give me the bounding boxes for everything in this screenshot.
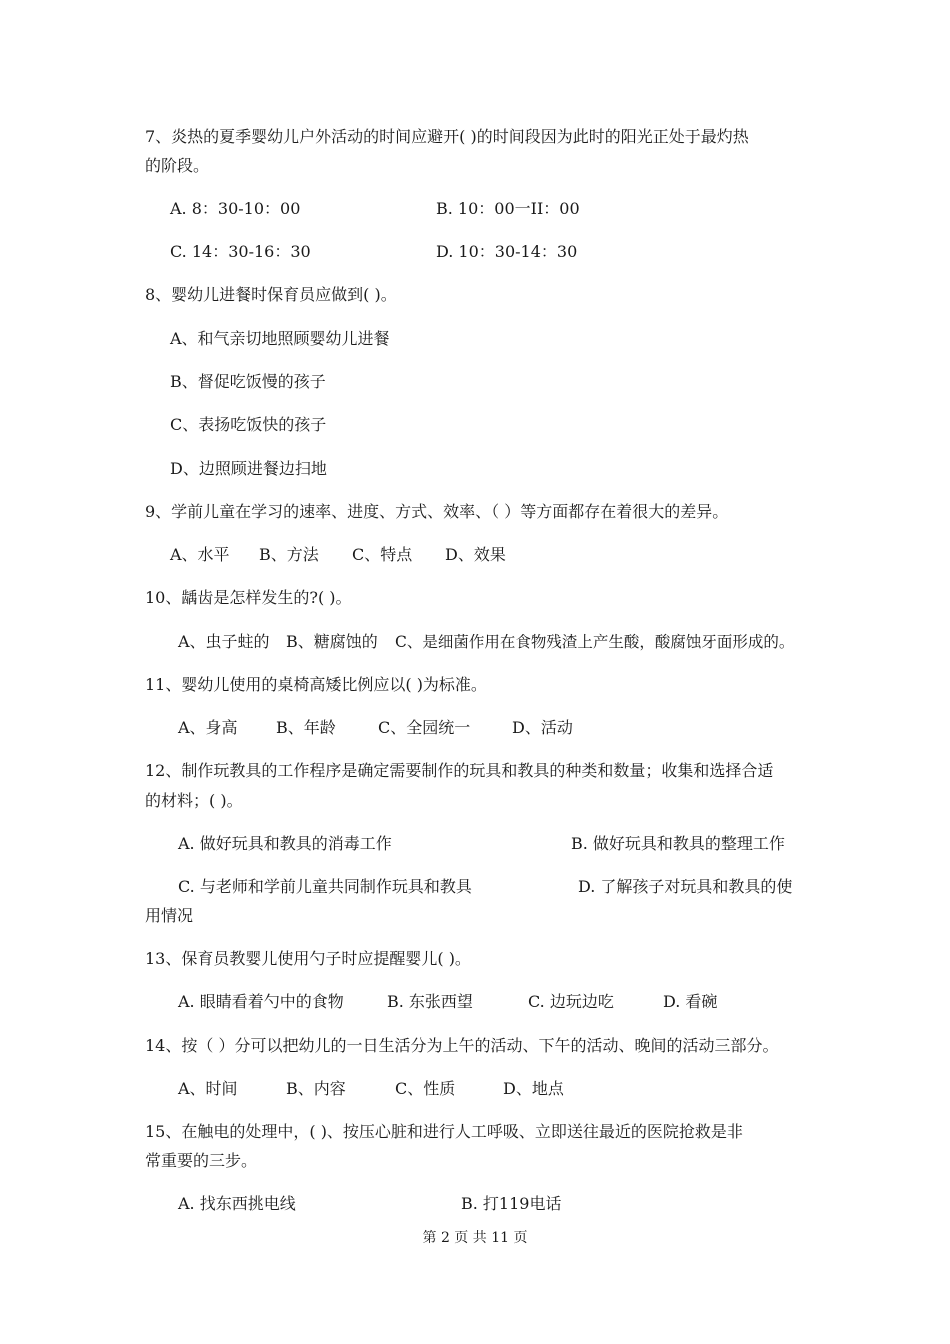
question-15-option-a: A. 找东西挑电线 — [178, 1194, 296, 1213]
question-14-option-b: B、内容 — [286, 1079, 346, 1098]
question-12-option-a: A. 做好玩具和教具的消毒工作 — [178, 834, 392, 853]
question-8-option-d: D、边照顾进餐边扫地 — [170, 459, 327, 478]
question-13-stem: 13、保育员教婴儿使用勺子时应提醒婴儿( )。 — [145, 949, 471, 968]
question-7-option-a: A. 8：30-10：00 — [170, 199, 301, 218]
question-15-stem-line1: 15、在触电的处理中，( )、按压心脏和进行人工呼吸、立即送往最近的医院抢救是非 — [145, 1122, 743, 1141]
question-14-option-c: C、性质 — [395, 1079, 456, 1098]
question-14-stem: 14、按（ ）分可以把幼儿的一日生活分为上午的活动、下午的活动、晚间的活动三部分。 — [145, 1036, 779, 1055]
question-14-option-d: D、地点 — [503, 1079, 564, 1098]
question-12-option-b: B. 做好玩具和教具的整理工作 — [571, 834, 785, 853]
question-12-option-c: C. 与老师和学前儿童共同制作玩具和教具 — [178, 877, 472, 896]
question-12-stem-line1: 12、制作玩教具的工作程序是确定需要制作的玩具和教具的种类和数量；收集和选择合适 — [145, 761, 774, 780]
question-8-stem: 8、婴幼儿进餐时保育员应做到( )。 — [145, 285, 397, 304]
question-13-option-a: A. 眼睛看着勺中的食物 — [178, 992, 344, 1011]
question-15-stem-line2: 常重要的三步。 — [145, 1151, 258, 1170]
question-11-option-c: C、全园统一 — [378, 718, 471, 737]
question-11-option-d: D、活动 — [512, 718, 573, 737]
question-11-stem: 11、婴幼儿使用的桌椅高矮比例应以( )为标准。 — [145, 675, 487, 694]
question-7-stem-line1: 7、炎热的夏季婴幼儿户外活动的时间应避开( )的时间段因为此时的阳光正处于最灼热 — [145, 127, 749, 146]
question-9-option-c: C、特点 — [352, 545, 413, 564]
question-10-stem: 10、龋齿是怎样发生的?( )。 — [145, 588, 352, 607]
question-12-option-d-cont: 用情况 — [145, 906, 194, 925]
question-12-stem-line2: 的材料；( )。 — [145, 791, 243, 810]
question-14-option-a: A、时间 — [178, 1079, 238, 1098]
question-13-option-c: C. 边玩边吃 — [528, 992, 614, 1011]
question-7-option-d: D. 10：30-14：30 — [436, 242, 578, 261]
question-8-option-b: B、督促吃饭慢的孩子 — [170, 372, 326, 391]
question-7-option-c: C. 14：30-16：30 — [170, 242, 311, 261]
question-7-stem-line2: 的阶段。 — [145, 156, 210, 175]
question-10-option-c: C、是细菌作用在食物残渣上产生酸，酸腐蚀牙面形成的。 — [395, 633, 795, 651]
question-12-option-d: D. 了解孩子对玩具和教具的使 — [578, 877, 793, 896]
question-11-option-b: B、年龄 — [276, 718, 336, 737]
question-7-option-b: B. 10：00一II：00 — [436, 199, 580, 218]
question-11-option-a: A、身高 — [178, 718, 238, 737]
question-10-option-b: B、糖腐蚀的 — [286, 632, 378, 651]
question-13-option-b: B. 东张西望 — [387, 992, 473, 1011]
question-10-option-a: A、虫子蛀的 — [178, 632, 270, 651]
question-9-stem: 9、学前儿童在学习的速率、进度、方式、效率、（ ）等方面都存在着很大的差异。 — [145, 502, 729, 521]
page-footer: 第 2 页 共 11 页 — [422, 1230, 528, 1246]
question-8-option-c: C、表扬吃饭快的孩子 — [170, 415, 327, 434]
question-9-option-a: A、水平 — [170, 545, 230, 564]
question-9-option-d: D、效果 — [445, 545, 506, 564]
question-9-option-b: B、方法 — [259, 545, 319, 564]
question-15-option-b: B. 打119电话 — [461, 1194, 562, 1213]
question-8-option-a: A、和气亲切地照顾婴幼儿进餐 — [170, 329, 390, 348]
question-13-option-d: D. 看碗 — [663, 992, 718, 1011]
